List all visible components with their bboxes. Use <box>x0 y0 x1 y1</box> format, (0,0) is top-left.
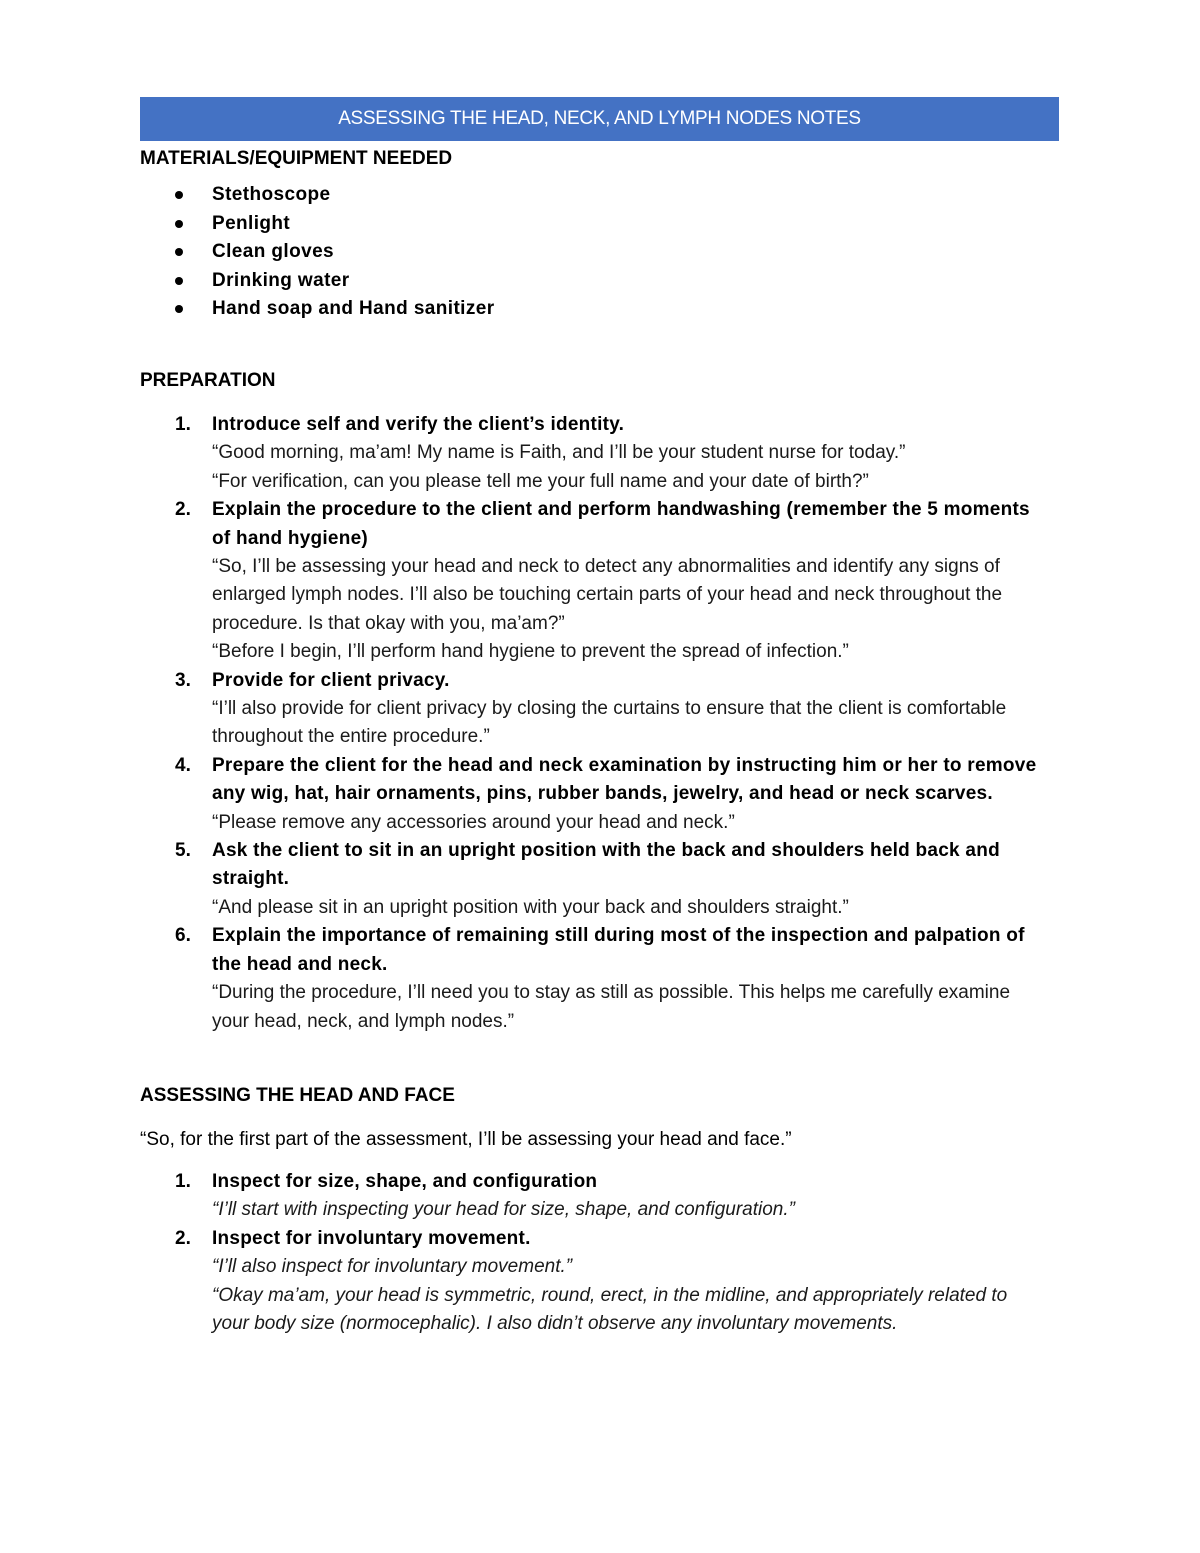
preparation-step <box>140 411 1059 496</box>
step-number: 2. <box>175 1227 191 1249</box>
step-quote: “I’ll start with inspecting your head for size, shape, and configuration.” <box>212 1199 795 1221</box>
step-number: 1. <box>175 413 191 435</box>
preparation-step <box>140 922 1059 1036</box>
bullet-icon <box>175 248 183 256</box>
step-quote: “I’ll also provide for client privacy by closing the curtains to ensure that the client is comfortable throughout the entire procedure.” <box>212 698 1007 748</box>
step-quote: “During the procedure, I’ll need you to stay as still as possible. This helps me carefully examine your head, neck, and lymph nodes.” <box>212 982 1011 1032</box>
step-title: Inspect for size, shape, and configuration <box>212 1170 598 1192</box>
head-face-steps <box>140 1168 1059 1338</box>
preparation-heading: PREPARATION <box>140 369 276 391</box>
document-page <box>140 97 1059 1338</box>
step-number: 2. <box>175 499 191 521</box>
head-face-heading: ASSESSING THE HEAD AND FACE <box>140 1084 455 1106</box>
step-title: Ask the client to sit in an upright position with the back and shoulders held back and straight. <box>212 840 1000 890</box>
step-title: Explain the procedure to the client and perform handwashing (remember the 5 moments of hand hygiene) <box>212 499 1030 549</box>
step-quote: “Good morning, ma’am! My name is Faith, and I’ll be your student nurse for today.” <box>212 442 906 464</box>
materials-item: Hand soap and Hand sanitizer <box>140 295 1059 324</box>
head-face-step <box>140 1225 1059 1339</box>
step-title: Provide for client privacy. <box>212 669 450 691</box>
materials-item: Penlight <box>140 210 1059 239</box>
document-title-bar <box>140 97 1059 141</box>
step-quote: “And please sit in an upright position with your back and shoulders straight.” <box>212 896 849 918</box>
step-number: 3. <box>175 669 191 691</box>
preparation-step <box>140 837 1059 922</box>
step-quote: “For verification, can you please tell me your full name and your date of birth?” <box>212 470 869 492</box>
bullet-icon <box>175 277 183 285</box>
step-number: 5. <box>175 840 191 862</box>
head-face-step <box>140 1168 1059 1225</box>
preparation-step <box>140 667 1059 752</box>
step-title: Introduce self and verify the client’s identity. <box>212 413 625 435</box>
materials-item: Clean gloves <box>140 238 1059 267</box>
step-title: Prepare the client for the head and neck examination by instructing him or her to remove any wig, hat, hair ornaments, pins, rubber bands, jewelry, and head or neck scarves. <box>212 754 1037 805</box>
step-title: Inspect for involuntary movement. <box>212 1227 531 1249</box>
bullet-icon <box>175 220 183 228</box>
step-number: 6. <box>175 925 191 947</box>
materials-item: Stethoscope <box>140 181 1059 210</box>
step-number: 1. <box>175 1170 191 1192</box>
step-quote: “I’ll also inspect for involuntary movement.” <box>212 1256 573 1278</box>
materials-heading: MATERIALS/EQUIPMENT NEEDED <box>140 148 453 169</box>
step-title: Explain the importance of remaining still during most of the inspection and palpation of the head and neck. <box>212 925 1025 975</box>
step-quote: “Before I begin, I’ll perform hand hygiene to prevent the spread of infection.” <box>212 641 849 663</box>
document-title: ASSESSING THE HEAD, NECK, AND LYMPH NODES NOTES <box>338 108 861 129</box>
step-quote: “So, I’ll be assessing your head and neck to detect any abnormalities and identify any signs of enlarged lymph nodes. I’ll also be touching certain parts of your head and neck throughout the procedure. Is that okay with you, ma’am?” <box>212 556 1003 634</box>
step-quote: “Okay ma’am, your head is symmetric, round, erect, in the midline, and appropriately related to your body size (normocephalic). I also didn’t observe any involuntary movements. <box>212 1284 1008 1334</box>
bullet-icon <box>175 305 183 313</box>
preparation-step <box>140 496 1059 666</box>
head-face-intro: “So, for the first part of the assessment, I’ll be assessing your head and face.” <box>140 1128 792 1150</box>
step-number: 4. <box>175 754 191 776</box>
preparation-steps <box>140 411 1059 1036</box>
bullet-icon <box>175 191 183 199</box>
preparation-step <box>140 752 1059 837</box>
materials-item: Drinking water <box>140 267 1059 296</box>
step-quote: “Please remove any accessories around your head and neck.” <box>212 811 735 833</box>
materials-list <box>140 181 1059 324</box>
